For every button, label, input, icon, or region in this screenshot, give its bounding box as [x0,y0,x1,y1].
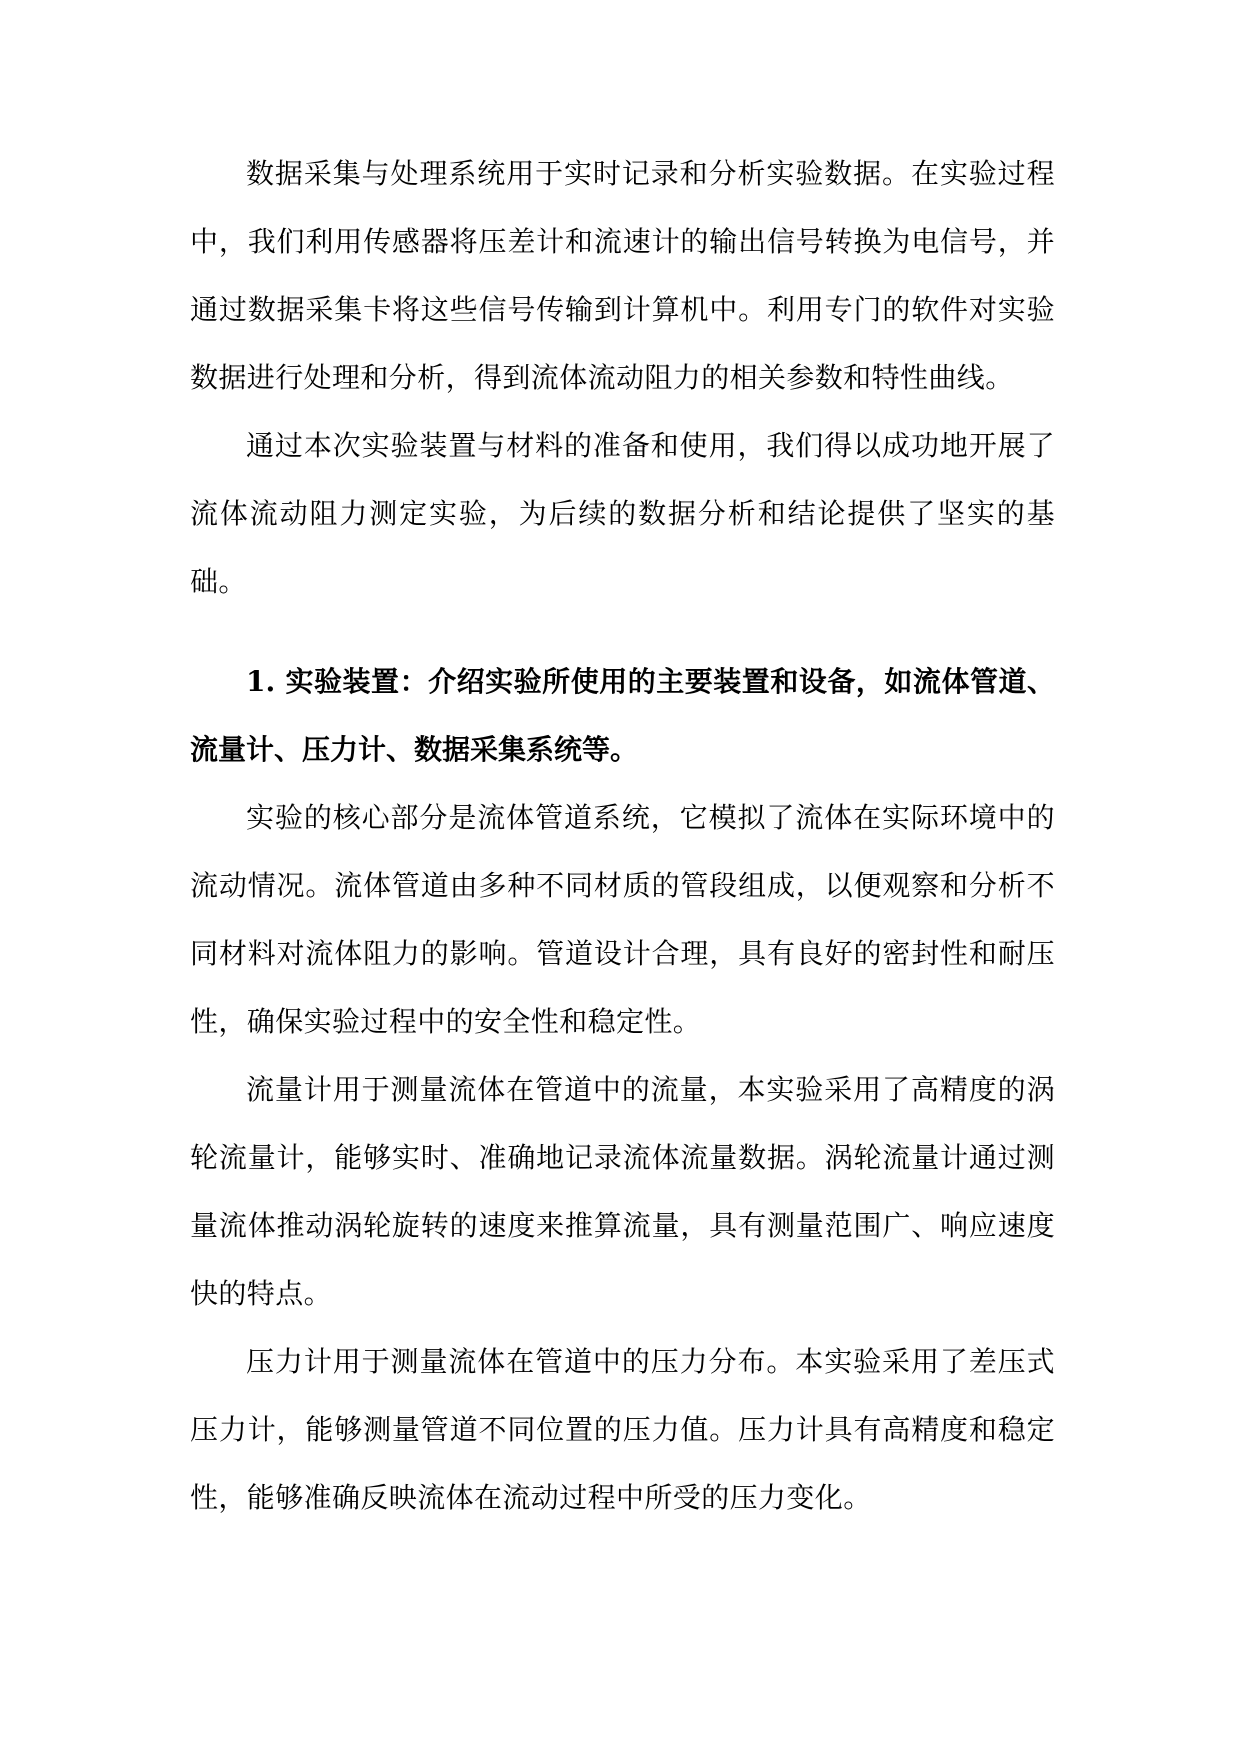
paragraph-flowmeter: 流量计用于测量流体在管道中的流量，本实验采用了高精度的涡轮流量计，能够实时、准确地记录流体流量数据。涡轮流量计通过测量流体推动涡轮旋转的速度来推算流量，具有测量范围广、响应速度快的特点。 [190,1073,1055,1310]
document-body [190,140,1055,1532]
paragraph-pipeline-system: 实验的核心部分是流体管道系统，它模拟了流体在实际环境中的流动情况。流体管道由多种不同材质的管段组成，以便观察和分析不同材料对流体阻力的影响。管道设计合理，具有良好的密封性和耐压性，确保实验过程中的安全性和稳定性。 [190,801,1055,1038]
paragraph-pressure-gauge: 压力计用于测量流体在管道中的压力分布。本实验采用了差压式压力计，能够测量管道不同位置的压力值。压力计具有高精度和稳定性，能够准确反映流体在流动过程中所受的压力变化。 [190,1345,1055,1514]
paragraph-summary: 通过本次实验装置与材料的准备和使用，我们得以成功地开展了流体流动阻力测定实验，为后续的数据分析和结论提供了坚实的基础。 [190,429,1055,598]
paragraph-data-acquisition: 数据采集与处理系统用于实时记录和分析实验数据。在实验过程中，我们利用传感器将压差计和流速计的输出信号转换为电信号，并通过数据采集卡将这些信号传输到计算机中。利用专门的软件对实验数据进行处理和分析，得到流体流动阻力的相关参数和特性曲线。 [190,157,1055,394]
section-heading-apparatus: 1. 实验装置：介绍实验所使用的主要装置和设备，如流体管道、流量计、压力计、数据采集系统等。 [190,665,1055,766]
